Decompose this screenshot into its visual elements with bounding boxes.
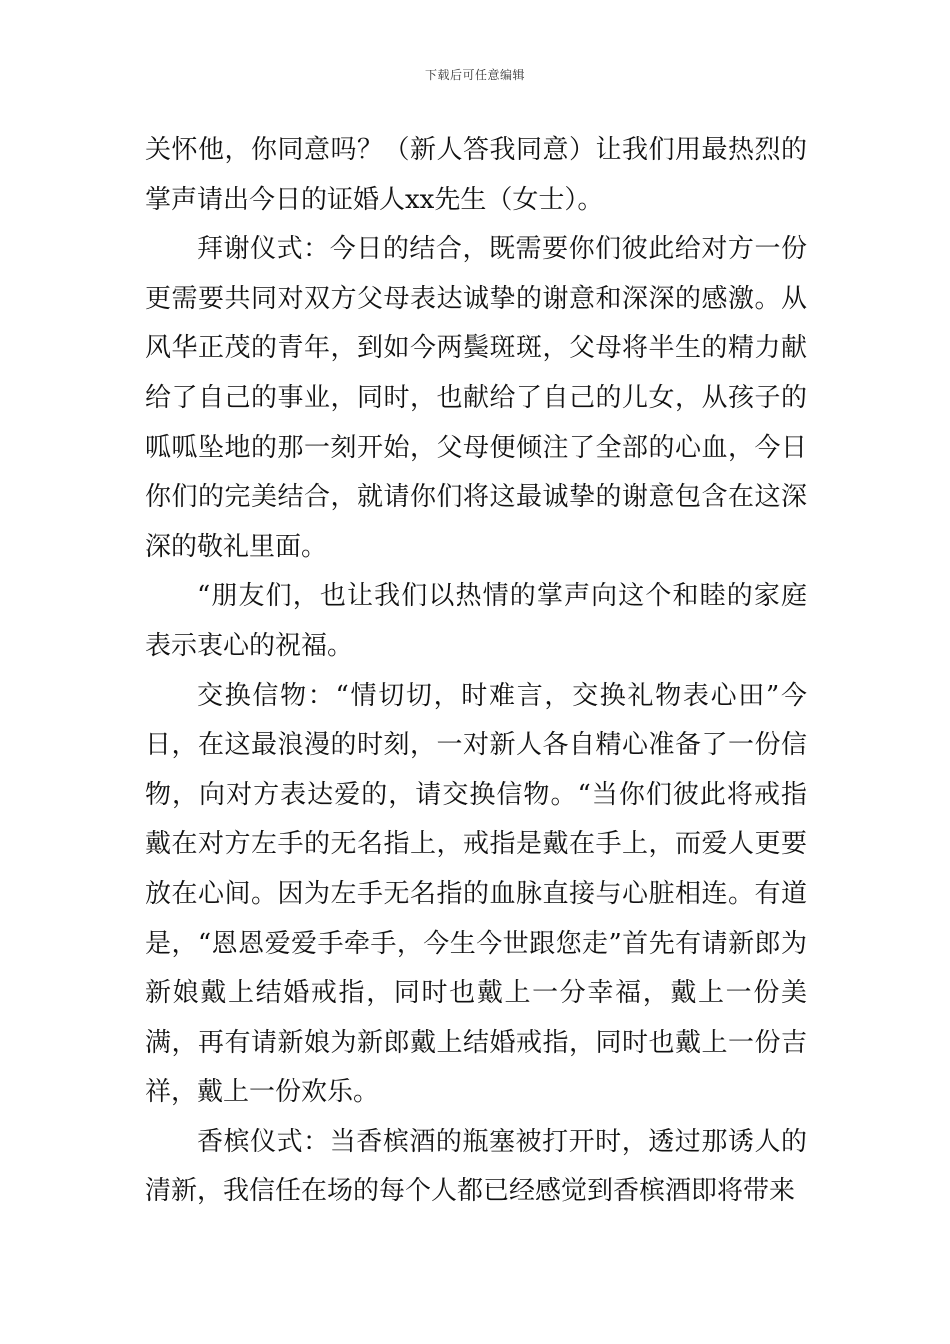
paragraph-friends-blessing: “朋友们，也让我们以热情的掌声向这个和睦的家庭表示衷心的祝福。: [145, 581, 807, 661]
paragraph-champagne-ceremony: 香槟仪式：当香槟酒的瓶塞被打开时，透过那诱人的清新，我信任在场的每个人都已经感觉到香槟酒即将带来: [145, 1126, 807, 1207]
document-body: [145, 126, 807, 1217]
paragraph-ring-exchange: 交换信物：“情切切，时难言，交换礼物表心田”今日，在这最浪漫的时刻，一对新人各自精心准备了一份信物，向对方表达爱的，请交换信物。“当你们彼此将戒指戴在对方左手的无名指上，戒指是戴在手上，而爱人更要放在心间。因为左手无名指的血脉直接与心脏相连。有道是，“恩恩爱爱手牵手，今生今世跟您走”首先有请新郎为新娘戴上结婚戒指，同时也戴上一分幸福，戴上一份美满，再有请新娘为新郎戴上结婚戒指，同时也戴上一份吉祥，戴上一份欢乐。: [145, 680, 807, 1108]
paragraph-witness: 关怀他，你同意吗？（新人答我同意）让我们用最热烈的掌声请出今日的证婚人xx先生（女士）。: [145, 135, 807, 215]
page-header-note: 下载后可任意编辑: [424, 68, 525, 82]
paragraph-thanks-ceremony: 拜谢仪式：今日的结合，既需要你们彼此给对方一份更需要共同对双方父母表达诚挚的谢意和深深的感激。从风华正茂的青年，到如今两鬓斑斑，父母将半生的精力献给了自己的事业，同时，也献给了自己的儿女，从孩子的呱呱坠地的那一刻开始，父母便倾注了全部的心血，今日你们的完美结合，就请你们将这最诚挚的谢意包含在这深深的敬礼里面。: [145, 234, 807, 562]
